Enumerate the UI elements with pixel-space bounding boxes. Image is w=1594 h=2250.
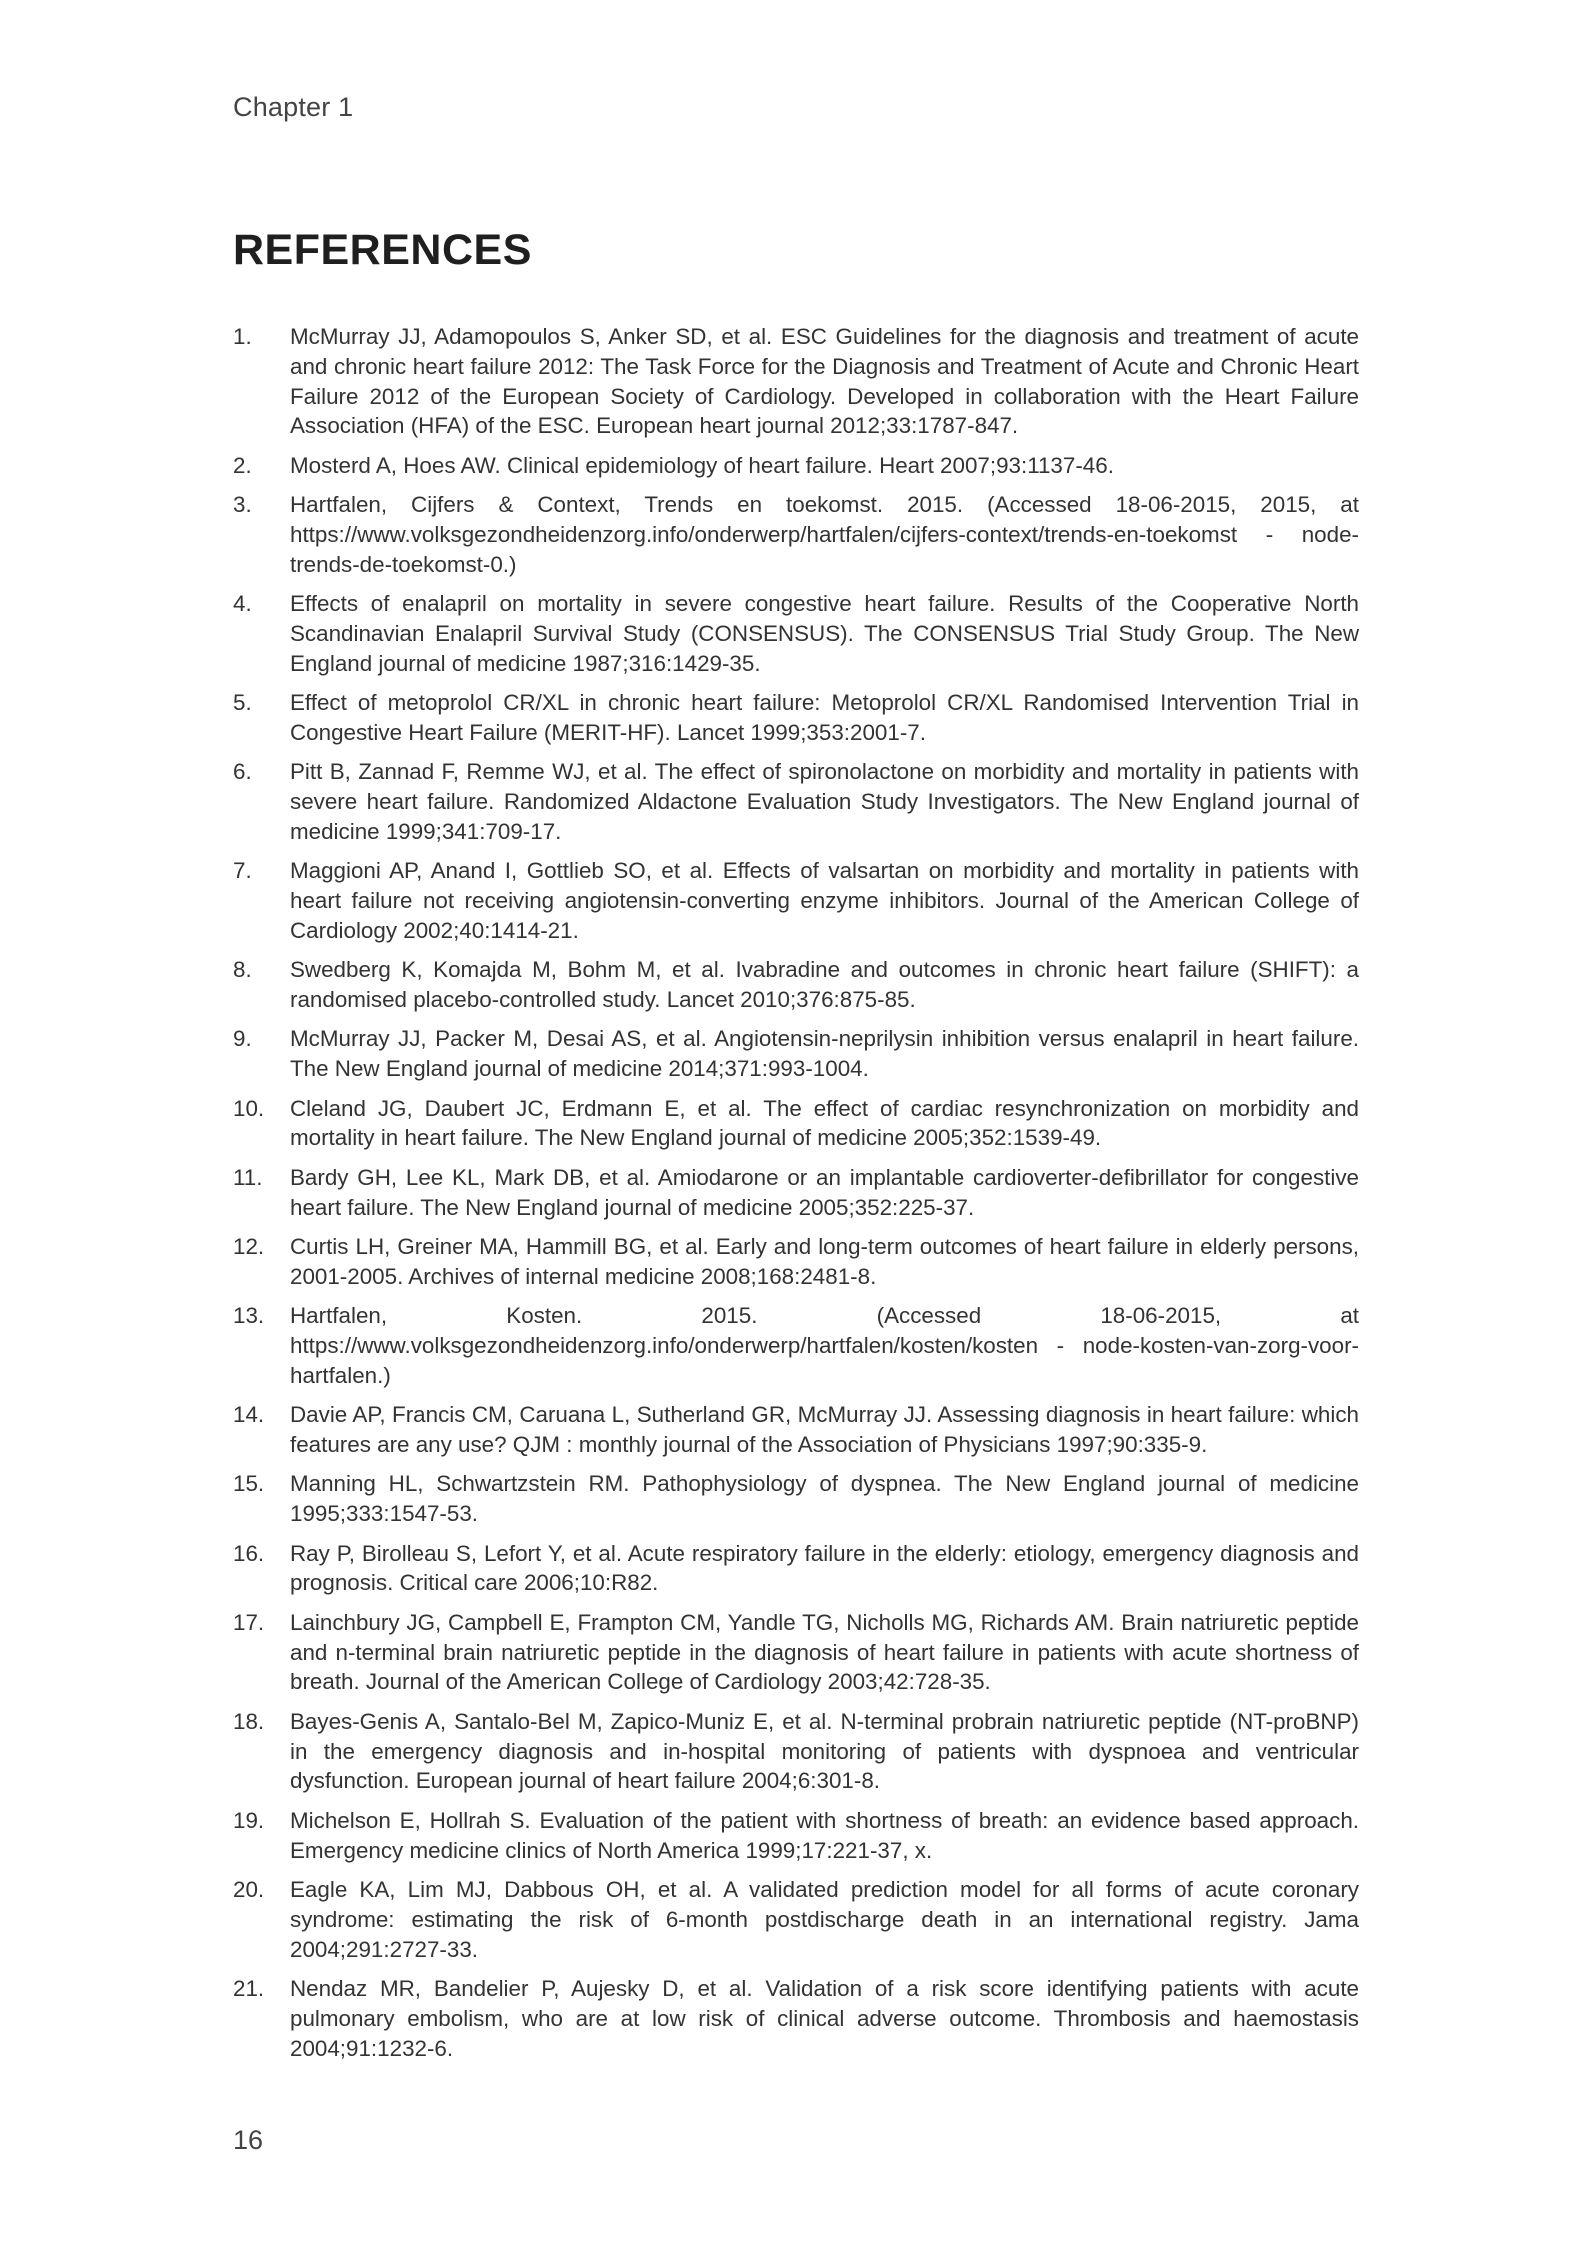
reference-item [233,757,1359,846]
reference-number: 17. [233,1609,265,1635]
reference-text: Cleland JG, Daubert JC, Erdmann E, et al. The effect of cardiac resynchronization on morbidity and mortality in heart failure. The New England journal of medicine 2005;352:1539-49. [290,1095,1359,1151]
running-head: Chapter 1 [233,92,354,122]
reference-text: Hartfalen, Cijfers & Context, Trends en toekomst. 2015. (Accessed 18-06-2015, 2015, at https://www.volksgezondheidenzorg.info/onderwerp/hartfalen/cijfers-context/trends-en-toekomst - node-trends-de-toekomst-0.) [290,492,1359,577]
reference-number: 16. [233,1540,265,1566]
reference-text: Manning HL, Schwartzstein RM. Pathophysiology of dyspnea. The New England journal of medicine 1995;333:1547-53. [290,1471,1359,1527]
reference-item [233,322,1359,441]
reference-number: 21. [233,1975,265,2001]
reference-number: 10. [233,1095,265,1121]
reference-text: McMurray JJ, Packer M, Desai AS, et al. Angiotensin-neprilysin inhibition versus enalapril in heart failure. The New England journal of medicine 2014;371:993-1004. [290,1026,1359,1082]
reference-text: McMurray JJ, Adamopoulos S, Anker SD, et al. ESC Guidelines for the diagnosis and treatment of acute and chronic heart failure 2012: The Task Force for the Diagnosis and Treatment of Acute and Chronic Heart Failure 2012 of the European Society of Cardiology. Developed in collaboration with the Heart Failure Association (HFA) of the ESC. European heart journal 2012;33:1787-847. [290,324,1359,439]
reference-item [233,1608,1359,1697]
reference-item [233,1974,1359,2063]
reference-item [233,688,1359,748]
reference-number: 8. [233,957,252,983]
reference-item [233,1806,1359,1866]
reference-item [233,1400,1359,1460]
reference-item [233,1301,1359,1390]
reference-number: 4. [233,591,252,617]
reference-text: Bardy GH, Lee KL, Mark DB, et al. Amiodarone or an implantable cardioverter-defibrillator for congestive heart failure. The New England journal of medicine 2005;352:225-37. [290,1164,1359,1220]
reference-text: Maggioni AP, Anand I, Gottlieb SO, et al. Effects of valsartan on morbidity and mortality in patients with heart failure not receiving angiotensin-converting enzyme inhibitors. Journal of the American College of Cardiology 2002;40:1414-21. [290,858,1359,943]
reference-number: 6. [233,759,252,785]
reference-number: 1. [233,324,252,349]
reference-item [233,1469,1359,1529]
reference-text: Mosterd A, Hoes AW. Clinical epidemiology of heart failure. Heart 2007;93:1137-46. [290,452,1114,478]
reference-item [233,589,1359,678]
reference-text: Effects of enalapril on mortality in severe congestive heart failure. Results of the Cooperative North Scandinavian Enalapril Survival Study (CONSENSUS). The CONSENSUS Trial Study Group. The New England journal of medicine 1987;316:1429-35. [290,591,1359,676]
reference-item [233,1163,1359,1223]
reference-text: Hartfalen, Kosten. 2015. (Accessed 18-06-2015, at https://www.volksgezondheidenzorg.info/onderwerp/hartfalen/kosten/kosten - node-kosten-van-zorg-voor-hartfalen.) [290,1303,1359,1388]
reference-item [233,1875,1359,1964]
reference-number: 12. [233,1234,265,1260]
page-number: 16 [233,2125,264,2155]
reference-number: 9. [233,1026,252,1052]
reference-text: Lainchbury JG, Campbell E, Frampton CM, Yandle TG, Nicholls MG, Richards AM. Brain natriuretic peptide and n-terminal brain natriuretic peptide in the diagnosis of heart failure in patients with acute shortness of breath. Journal of the American College of Cardiology 2003;42:728-35. [290,1609,1359,1695]
reference-text: Eagle KA, Lim MJ, Dabbous OH, et al. A validated prediction model for all forms of acute coronary syndrome: estimating the risk of 6-month postdischarge death in an international registry. Jama 2004;291:2727-33. [290,1876,1359,1962]
reference-text: Curtis LH, Greiner MA, Hammill BG, et al. Early and long-term outcomes of heart failure in elderly persons, 2001-2005. Archives of internal medicine 2008;168:2481-8. [290,1234,1359,1289]
reference-text: Nendaz MR, Bandelier P, Aujesky D, et al. Validation of a risk score identifying patients with acute pulmonary embolism, who are at low risk of clinical adverse outcome. Thrombosis and haemostasis 2004;91:1232-6. [290,1975,1359,2061]
reference-item [233,856,1359,945]
section-title: REFERENCES [233,226,532,274]
reference-text: Davie AP, Francis CM, Caruana L, Sutherland GR, McMurray JJ. Assessing diagnosis in heart failure: which features are any use? QJM : monthly journal of the Association of Physicians 1997;90:335-9. [290,1402,1359,1458]
reference-number: 15. [233,1471,265,1497]
reference-text: Effect of metoprolol CR/XL in chronic heart failure: Metoprolol CR/XL Randomised Intervention Trial in Congestive Heart Failure (MERIT-HF). Lancet 1999;353:2001-7. [290,690,1359,745]
reference-number: 18. [233,1708,265,1734]
reference-item [233,451,1359,481]
reference-number: 3. [233,492,252,518]
reference-number: 5. [233,690,252,716]
reference-list [233,322,1359,2073]
reference-number: 14. [233,1402,265,1428]
reference-number: 20. [233,1876,265,1902]
reference-text: Bayes-Genis A, Santalo-Bel M, Zapico-Muniz E, et al. N-terminal probrain natriuretic peptide (NT-proBNP) in the emergency diagnosis and in-hospital monitoring of patients with dyspnoea and ventricular dysfunction. European journal of heart failure 2004;6:301-8. [290,1708,1359,1794]
reference-item [233,1232,1359,1292]
reference-number: 13. [233,1303,265,1329]
reference-number: 7. [233,858,252,884]
reference-item [233,1024,1359,1084]
reference-text: Ray P, Birolleau S, Lefort Y, et al. Acute respiratory failure in the elderly: etiology, emergency diagnosis and prognosis. Critical care 2006;10:R82. [290,1540,1359,1596]
reference-text: Pitt B, Zannad F, Remme WJ, et al. The effect of spironolactone on morbidity and mortality in patients with severe heart failure. Randomized Aldactone Evaluation Study Investigators. The New England journal of medicine 1999;341:709-17. [290,759,1359,844]
reference-item [233,1707,1359,1796]
reference-number: 2. [233,452,252,478]
reference-text: Swedberg K, Komajda M, Bohm M, et al. Ivabradine and outcomes in chronic heart failure (SHIFT): a randomised placebo-controlled study. Lancet 2010;376:875-85. [290,957,1359,1013]
reference-item [233,1539,1359,1599]
reference-number: 19. [233,1807,265,1833]
reference-item [233,1094,1359,1154]
reference-number: 11. [233,1164,263,1190]
reference-item [233,955,1359,1015]
reference-item [233,490,1359,579]
reference-text: Michelson E, Hollrah S. Evaluation of the patient with shortness of breath: an evidence based approach. Emergency medicine clinics of North America 1999;17:221-37, x. [290,1807,1359,1863]
